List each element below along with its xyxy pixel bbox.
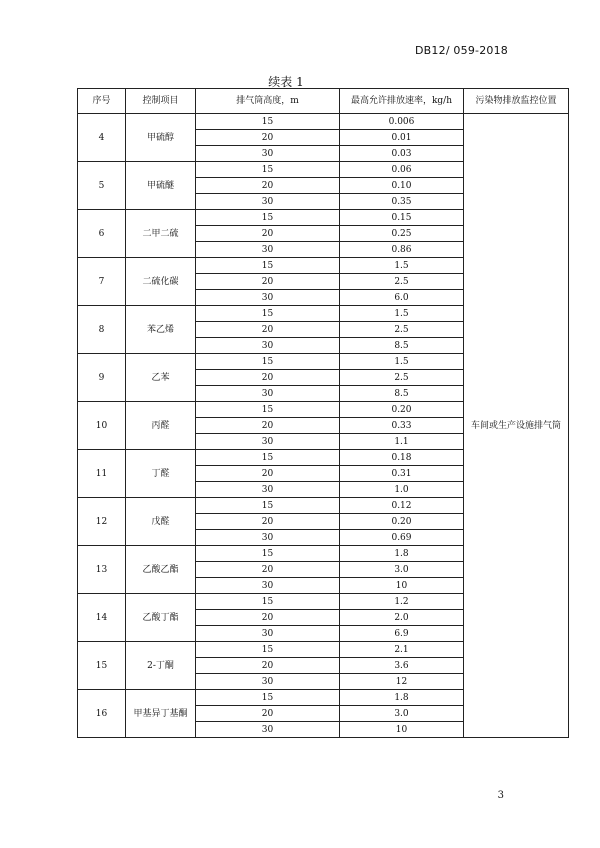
cell-seq: 11 bbox=[78, 450, 126, 498]
cell-stack-height: 15 bbox=[196, 210, 340, 226]
header-emission-rate: 最高允许排放速率，kg/h bbox=[340, 89, 464, 114]
cell-control-item: 戊醛 bbox=[126, 498, 196, 546]
cell-stack-height: 20 bbox=[196, 370, 340, 386]
cell-stack-height: 20 bbox=[196, 322, 340, 338]
cell-stack-height: 15 bbox=[196, 642, 340, 658]
cell-emission-rate: 0.20 bbox=[340, 514, 464, 530]
cell-control-item: 甲基异丁基酮 bbox=[126, 690, 196, 738]
cell-emission-rate: 6.9 bbox=[340, 626, 464, 642]
table-body bbox=[78, 114, 569, 738]
cell-control-item: 乙酸丁酯 bbox=[126, 594, 196, 642]
cell-emission-rate: 0.33 bbox=[340, 418, 464, 434]
cell-stack-height: 20 bbox=[196, 514, 340, 530]
table-row bbox=[78, 114, 569, 130]
table-header bbox=[78, 89, 569, 114]
cell-seq: 13 bbox=[78, 546, 126, 594]
cell-stack-height: 20 bbox=[196, 226, 340, 242]
cell-stack-height: 30 bbox=[196, 290, 340, 306]
cell-stack-height: 30 bbox=[196, 194, 340, 210]
cell-stack-height: 30 bbox=[196, 482, 340, 498]
cell-stack-height: 30 bbox=[196, 146, 340, 162]
cell-stack-height: 15 bbox=[196, 690, 340, 706]
cell-stack-height: 15 bbox=[196, 114, 340, 130]
cell-emission-rate: 6.0 bbox=[340, 290, 464, 306]
header-row bbox=[78, 89, 569, 114]
cell-emission-rate: 1.5 bbox=[340, 258, 464, 274]
cell-emission-rate: 0.01 bbox=[340, 130, 464, 146]
cell-stack-height: 20 bbox=[196, 610, 340, 626]
cell-stack-height: 15 bbox=[196, 258, 340, 274]
cell-control-item: 苯乙烯 bbox=[126, 306, 196, 354]
cell-stack-height: 30 bbox=[196, 338, 340, 354]
cell-emission-rate: 0.86 bbox=[340, 242, 464, 258]
cell-emission-rate: 1.2 bbox=[340, 594, 464, 610]
cell-emission-rate: 0.15 bbox=[340, 210, 464, 226]
cell-emission-rate: 2.1 bbox=[340, 642, 464, 658]
table-title-text: 续表 1 bbox=[268, 75, 304, 89]
cell-emission-rate: 2.5 bbox=[340, 322, 464, 338]
cell-emission-rate: 1.5 bbox=[340, 354, 464, 370]
cell-seq: 15 bbox=[78, 642, 126, 690]
cell-emission-rate: 12 bbox=[340, 674, 464, 690]
header-seq: 序号 bbox=[78, 89, 126, 114]
cell-emission-rate: 1.8 bbox=[340, 546, 464, 562]
cell-seq: 8 bbox=[78, 306, 126, 354]
cell-emission-rate: 0.06 bbox=[340, 162, 464, 178]
cell-seq: 16 bbox=[78, 690, 126, 738]
cell-seq: 12 bbox=[78, 498, 126, 546]
cell-emission-rate: 1.0 bbox=[340, 482, 464, 498]
cell-emission-rate: 0.25 bbox=[340, 226, 464, 242]
page-number: 3 bbox=[497, 790, 504, 801]
cell-stack-height: 20 bbox=[196, 178, 340, 194]
cell-stack-height: 20 bbox=[196, 418, 340, 434]
cell-stack-height: 30 bbox=[196, 626, 340, 642]
cell-emission-rate: 8.5 bbox=[340, 386, 464, 402]
cell-seq: 10 bbox=[78, 402, 126, 450]
cell-emission-rate: 3.6 bbox=[340, 658, 464, 674]
cell-stack-height: 20 bbox=[196, 706, 340, 722]
cell-seq: 14 bbox=[78, 594, 126, 642]
cell-stack-height: 20 bbox=[196, 130, 340, 146]
cell-emission-rate: 0.12 bbox=[340, 498, 464, 514]
cell-stack-height: 30 bbox=[196, 578, 340, 594]
cell-emission-rate: 0.18 bbox=[340, 450, 464, 466]
cell-emission-rate: 3.0 bbox=[340, 706, 464, 722]
cell-emission-rate: 0.03 bbox=[340, 146, 464, 162]
cell-control-item: 丙醛 bbox=[126, 402, 196, 450]
cell-stack-height: 30 bbox=[196, 242, 340, 258]
cell-monitoring-location: 车间或生产设施排气筒 bbox=[464, 114, 569, 738]
cell-control-item: 乙酸乙酯 bbox=[126, 546, 196, 594]
cell-stack-height: 15 bbox=[196, 402, 340, 418]
cell-emission-rate: 1.8 bbox=[340, 690, 464, 706]
cell-control-item: 丁醛 bbox=[126, 450, 196, 498]
cell-seq: 7 bbox=[78, 258, 126, 306]
cell-seq: 5 bbox=[78, 162, 126, 210]
cell-stack-height: 15 bbox=[196, 546, 340, 562]
cell-seq: 6 bbox=[78, 210, 126, 258]
cell-stack-height: 15 bbox=[196, 162, 340, 178]
cell-emission-rate: 10 bbox=[340, 578, 464, 594]
cell-emission-rate: 1.1 bbox=[340, 434, 464, 450]
header-item: 控制项目 bbox=[126, 89, 196, 114]
cell-stack-height: 15 bbox=[196, 450, 340, 466]
header-stack-height: 排气筒高度，m bbox=[196, 89, 340, 114]
cell-emission-rate: 1.5 bbox=[340, 306, 464, 322]
cell-emission-rate: 10 bbox=[340, 722, 464, 738]
cell-emission-rate: 0.35 bbox=[340, 194, 464, 210]
cell-stack-height: 20 bbox=[196, 658, 340, 674]
header-monitoring-location: 污染物排放监控位置 bbox=[464, 89, 569, 114]
cell-seq: 4 bbox=[78, 114, 126, 162]
cell-emission-rate: 2.0 bbox=[340, 610, 464, 626]
cell-stack-height: 15 bbox=[196, 594, 340, 610]
cell-emission-rate: 0.31 bbox=[340, 466, 464, 482]
cell-emission-rate: 8.5 bbox=[340, 338, 464, 354]
cell-stack-height: 30 bbox=[196, 386, 340, 402]
cell-stack-height: 20 bbox=[196, 466, 340, 482]
cell-control-item: 2-丁酮 bbox=[126, 642, 196, 690]
cell-control-item: 甲硫醚 bbox=[126, 162, 196, 210]
cell-control-item: 二甲二硫 bbox=[126, 210, 196, 258]
cell-stack-height: 15 bbox=[196, 354, 340, 370]
document-code: DB12/ 059-2018 bbox=[415, 44, 508, 57]
cell-emission-rate: 3.0 bbox=[340, 562, 464, 578]
cell-emission-rate: 0.69 bbox=[340, 530, 464, 546]
cell-emission-rate: 2.5 bbox=[340, 274, 464, 290]
cell-stack-height: 30 bbox=[196, 530, 340, 546]
cell-stack-height: 15 bbox=[196, 306, 340, 322]
cell-stack-height: 30 bbox=[196, 722, 340, 738]
cell-stack-height: 30 bbox=[196, 434, 340, 450]
cell-emission-rate: 2.5 bbox=[340, 370, 464, 386]
cell-emission-rate: 0.10 bbox=[340, 178, 464, 194]
cell-control-item: 二硫化碳 bbox=[126, 258, 196, 306]
cell-stack-height: 20 bbox=[196, 562, 340, 578]
cell-stack-height: 20 bbox=[196, 274, 340, 290]
cell-seq: 9 bbox=[78, 354, 126, 402]
cell-stack-height: 15 bbox=[196, 498, 340, 514]
cell-stack-height: 30 bbox=[196, 674, 340, 690]
cell-control-item: 乙苯 bbox=[126, 354, 196, 402]
cell-emission-rate: 0.006 bbox=[340, 114, 464, 130]
cell-emission-rate: 0.20 bbox=[340, 402, 464, 418]
cell-control-item: 甲硫醇 bbox=[126, 114, 196, 162]
emission-limits-table bbox=[77, 88, 569, 738]
